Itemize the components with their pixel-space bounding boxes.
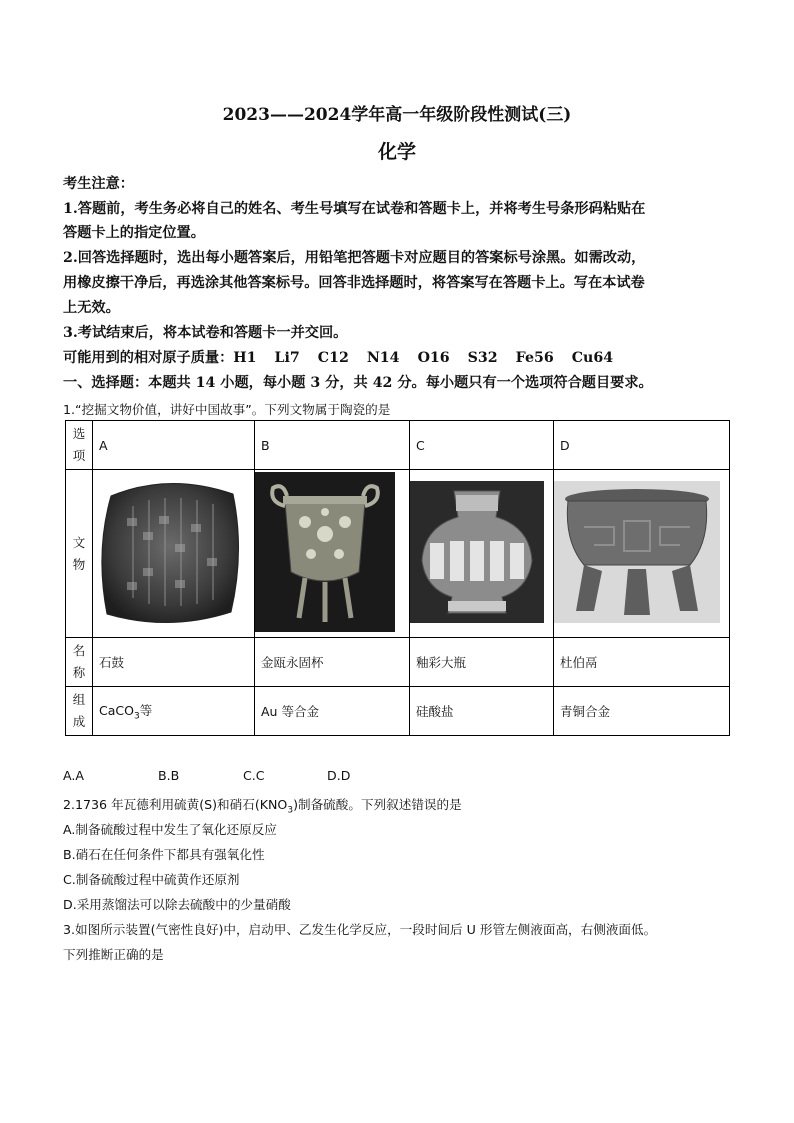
composition-b: Au 等合金 bbox=[255, 687, 410, 736]
notice-heading: 考生注意： bbox=[63, 176, 134, 192]
option-letter-a: A bbox=[93, 421, 255, 470]
notice-line: 3.考试结束后，将本试卷和答题卡一并交回。 bbox=[63, 325, 348, 341]
section-heading: 一、选择题：本题共 14 小题，每小题 3 分，共 42 分。每小题只有一个选项符合题目要求。 bbox=[63, 375, 653, 391]
q1-option-a: A.A bbox=[63, 768, 85, 783]
table-row bbox=[66, 421, 730, 470]
q3-stem-line: 下列推断正确的是 bbox=[63, 947, 164, 962]
bronze-li-image bbox=[554, 481, 720, 623]
artifact-cell-b bbox=[255, 470, 410, 638]
q1-table bbox=[65, 420, 730, 736]
q2-option: A.制备硫酸过程中发生了氧化还原反应 bbox=[63, 822, 277, 837]
row-header-composition: 组 成 bbox=[66, 687, 93, 736]
option-letter-c: C bbox=[410, 421, 554, 470]
golden-cup-image bbox=[255, 472, 395, 632]
atomic-mass-line bbox=[63, 347, 738, 367]
q1-option-b: B.B bbox=[158, 768, 180, 783]
row-header-name: 名 称 bbox=[66, 638, 93, 687]
row-header-artifact: 文 物 bbox=[66, 470, 93, 638]
atomic-mass-item: S32 bbox=[467, 350, 498, 366]
table-row bbox=[66, 470, 730, 638]
row-header-option: 选 项 bbox=[66, 421, 93, 470]
atomic-mass-item: Cu64 bbox=[571, 350, 614, 366]
atomic-mass-item: Fe56 bbox=[515, 350, 554, 366]
atomic-mass-item: Li7 bbox=[274, 350, 300, 366]
artifact-cell-a bbox=[93, 470, 255, 638]
composition-c: 硅酸盐 bbox=[410, 687, 554, 736]
notice-line: 1.答题前，考生务必将自己的姓名、考生号填写在试卷和答题卡上，并将考生号条形码粘贴在 bbox=[63, 201, 646, 217]
artifact-cell-c bbox=[410, 470, 554, 638]
atomic-mass-item: H1 bbox=[233, 350, 257, 366]
table-row bbox=[66, 638, 730, 687]
table-row bbox=[66, 687, 730, 736]
stone-drum-image bbox=[93, 472, 245, 632]
composition-a: CaCO$_3$等 bbox=[93, 687, 255, 736]
q2-option: C.制备硫酸过程中硫黄作还原剂 bbox=[63, 872, 240, 887]
exam-title: 2023——2024学年高一年级阶段性测试(三) bbox=[222, 105, 572, 125]
notice-line: 2.回答选择题时，选出每小题答案后，用铅笔把答题卡对应题目的答案标号涂黑。如需改动， bbox=[63, 250, 646, 266]
q1-option-d: D.D bbox=[327, 768, 351, 783]
artifact-cell-d bbox=[554, 470, 730, 638]
artifact-name-c: 釉彩大瓶 bbox=[410, 638, 554, 687]
q2-stem: 2.1736 年瓦德利用硫黄(S)和硝石$(KNO_3)$制备硫酸。下列叙述错误的是 bbox=[63, 797, 462, 816]
notice-line: 用橡皮擦干净后，再选涂其他答案标号。回答非选择题时，将答案写在答题卡上。写在本试卷 bbox=[63, 275, 645, 291]
atomic-mass-item: C12 bbox=[317, 350, 349, 366]
atomic-mass-label: 可能用到的相对原子质量： bbox=[63, 350, 234, 366]
glazed-vase-image bbox=[410, 481, 544, 623]
q1-option-c: C.C bbox=[243, 768, 265, 783]
notice-line: 上无效。 bbox=[63, 300, 120, 316]
q2-option: D.采用蒸馏法可以除去硫酸中的少量硝酸 bbox=[63, 897, 291, 912]
atomic-mass-item: N14 bbox=[366, 350, 400, 366]
composition-d: 青铜合金 bbox=[554, 687, 730, 736]
option-letter-b: B bbox=[255, 421, 410, 470]
artifact-name-a: 石鼓 bbox=[93, 638, 255, 687]
atomic-mass-item: O16 bbox=[417, 350, 450, 366]
artifact-name-b: 金瓯永固杯 bbox=[255, 638, 410, 687]
artifact-name-d: 杜伯鬲 bbox=[554, 638, 730, 687]
notice-line: 答题卡上的指定位置。 bbox=[63, 225, 205, 241]
q2-option: B.硝石在任何条件下都具有强氧化性 bbox=[63, 847, 265, 862]
option-letter-d: D bbox=[554, 421, 730, 470]
q3-stem-line: 3.如图所示装置(气密性良好)中，启动甲、乙发生化学反应，一段时间后 U 形管左侧液面高，右侧液面低。 bbox=[63, 922, 657, 937]
subject-title: 化学 bbox=[377, 141, 416, 163]
q1-stem: 1.“挖掘文物价值，讲好中国故事”。下列文物属于陶瓷的是 bbox=[63, 402, 391, 417]
